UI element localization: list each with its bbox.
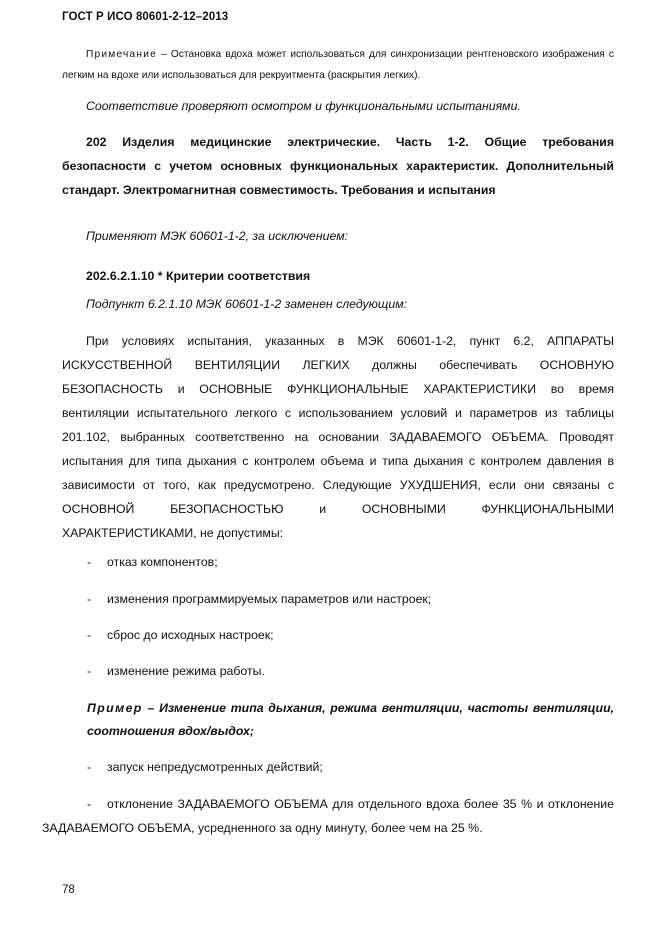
example-label: Пример	[87, 701, 143, 715]
page-number: 78	[62, 884, 75, 896]
note-text: – Остановка вдоха может использоваться для синхронизации рентгеновского изображения с легким на вдохе или использоваться для рекруитмента (раскрытия легких).	[62, 49, 614, 81]
main-paragraph: При условиях испытания, указанных в МЭК 60601-1-2, пункт 6.2, АППАРАТЫ ИСКУССТВЕННОЙ ВЕНТИЛЯЦИИ ЛЕГКИХ должны обеспечивать ОСНОВНУЮ БЕЗОПАСНОСТЬ и ОСНОВНЫЕ ФУНКЦИОНАЛЬНЫЕ ХАРАКТЕРИСТИКИ во время вентиляции испытательного легкого с использованием условий и параметров из таблицы 201.102, выбранных соответственно на основании ЗАДАВАЕМОГО ОБЪЕМА. Проводят испытания для типа дыхания с контролем объема и типа дыхания с контролем давления в зависимости от того, как предусмотрено. Следующие УХУДШЕНИЯ, если они связаны с ОСНОВНОЙ БЕЗОПАСНОСТЬЮ и ОСНОВНЫМИ ФУНКЦИОНАЛЬНЫМИ ХАРАКТЕРИСТИКАМИ, не допустимы:	[62, 334, 614, 540]
note-label: Примечание	[86, 49, 157, 60]
compliance-statement: Соответствие проверяют осмотром и функциональными испытаниями.	[86, 99, 521, 113]
note-paragraph	[62, 44, 614, 86]
list-item: - отказ компонентов;	[87, 555, 218, 569]
list-item: - сброс до исходных настроек;	[87, 628, 274, 642]
clause-replaced: Подпункт 6.2.1.10 МЭК 60601-1-2 заменен следующим:	[86, 297, 408, 311]
example-paragraph	[87, 697, 614, 743]
list-item: - изменение режима работы.	[87, 664, 265, 678]
clause-title: 202.6.2.1.10 * Критерии соответствия	[86, 269, 311, 283]
section-202-applies: Применяют МЭК 60601-1-2, за исключением:	[86, 229, 349, 243]
example-text: – Изменение типа дыхания, режима вентиляции, частоты вентиляции, соотношения вдох/выдох;	[87, 701, 614, 738]
list-item: - изменения программируемых параметров или настроек;	[87, 592, 432, 606]
section-202-title: 202 Изделия медицинские электрические. Часть 1-2. Общие требования безопасности с учетом основных функциональных характеристик. Дополнительный стандарт. Электромагнитная совместимость. Требования и испытания	[62, 135, 614, 197]
standard-header: ГОСТ Р ИСО 80601-2-12–2013	[62, 11, 229, 23]
list-item: - запуск непредусмотренных действий;	[87, 760, 323, 774]
final-list-item: - отклонение ЗАДАВАЕМОГО ОБЪЕМА для отдельного вдоха более 35 % и отклонение ЗАДАВАЕМОГО ОБЪЕМА, усредненного за одну минуту, более чем на 25 %.	[42, 797, 614, 835]
